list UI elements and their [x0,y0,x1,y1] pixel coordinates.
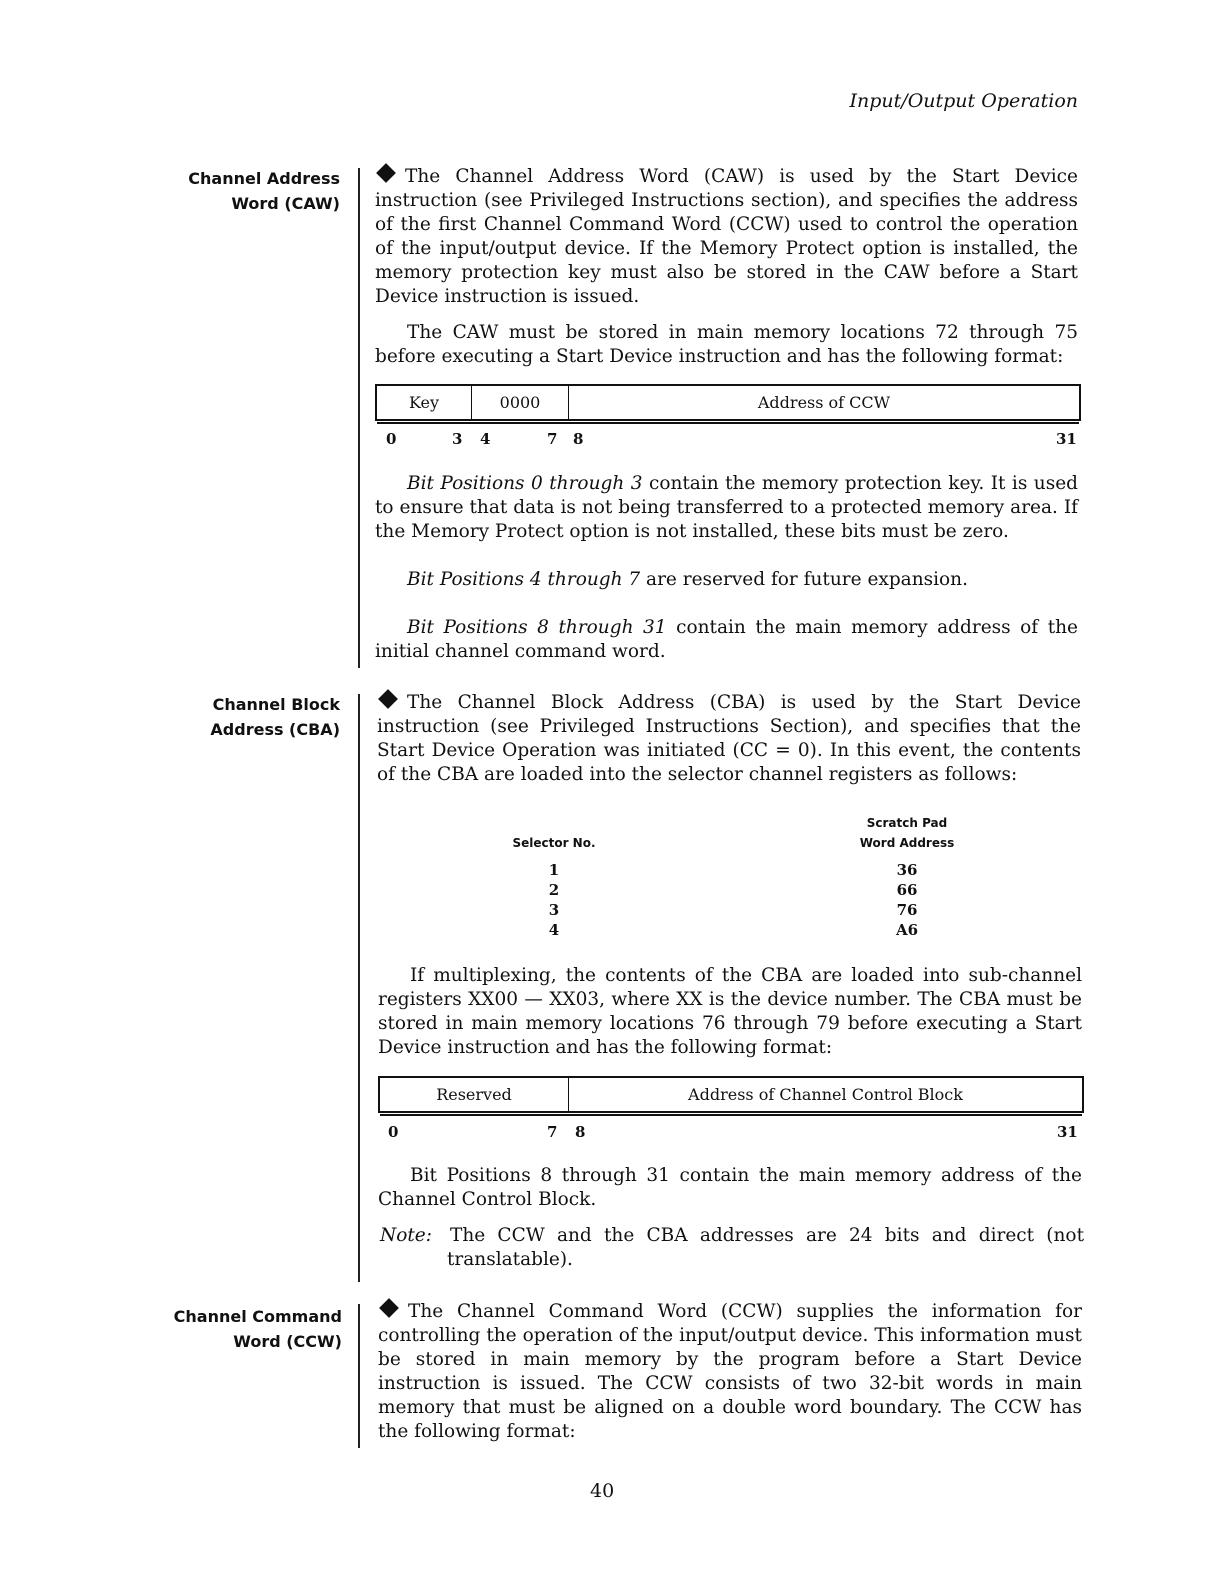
diamond-bullet-icon [379,1298,399,1318]
caw-intro-paragraph: The Channel Address Word (CAW) is used by the Start Device instruction (see Privileged Instructions section), and specifies the address of the first Channel Command Word (CCW) used to control the operation of the input/output device. If the Memory Protect option is installed, the memory protection key must also be stored in the CAW before a Start Device instruction is issued. [375,165,1078,309]
table-row: 1 [548,861,560,879]
selector-column [534,860,574,940]
side-heading-ccw-line2: Word (CCW) [233,1332,342,1351]
caw-format-diagram [375,384,1081,421]
caw-field-key: Key [377,386,472,419]
note-line-1: The CCW and the CBA addresses are 24 bits and direct (not [450,1225,1084,1246]
caw-bit-0: 0 [386,430,397,448]
table-row: 2 [548,881,560,899]
table-row: 4 [548,921,560,939]
table-row: 66 [896,881,918,899]
diamond-bullet-icon [378,689,398,709]
caw-bit-8: 8 [573,430,584,448]
side-heading-cba [210,692,340,742]
cba-multiplexing-paragraph: If multiplexing, the contents of the CBA are loaded into sub-channel registers XX00 — XX03, where XX is the device number. The CBA must be stored in main memory locations 76 through 79 before executing a Start Device instruction and has the following format: [378,965,1082,1058]
page-number: 40 [590,1480,615,1502]
side-heading-caw-line2: Word (CAW) [231,194,340,213]
margin-rule-ccw [358,1304,360,1448]
caw-bit-4: 4 [480,430,491,448]
side-heading-cba-line2: Address (CBA) [210,720,340,739]
cba-bit-0: 0 [388,1123,399,1141]
table-row: 3 [548,901,560,919]
side-heading-cba-line1: Channel Block [212,695,340,714]
side-heading-ccw [174,1304,342,1354]
table-header-selector: Selector No. [512,836,596,850]
side-heading-caw-line1: Channel Address [188,169,340,188]
cba-bit-8: 8 [575,1123,586,1141]
caw-bit-3: 3 [452,430,463,448]
caw-bit-7: 7 [547,430,558,448]
caw-bits-0-3-paragraph: Bit Positions 0 through 3 contain the memory protection key. It is used to ensure that data is not being transferred to a protected memory area. If the Memory Protect option is not installed, these bits must be zero. [375,473,1079,542]
caw-location-paragraph: The CAW must be stored in main memory locations 72 through 75 before executing a Start Device instruction and has the following format: [375,322,1078,367]
cba-note [380,1224,1084,1272]
cba-bit-31: 31 [1057,1123,1078,1141]
table-row: A6 [895,921,919,939]
side-heading-ccw-line1: Channel Command [173,1307,342,1326]
note-label: Note: [380,1225,432,1246]
side-heading-caw [188,166,340,216]
ccw-intro-paragraph: The Channel Command Word (CCW) supplies the information for controlling the operation of the input/output device. This information must be stored in main memory by the program before a Start Device instruction is issued. The CCW consists of two 32-bit words in main memory that must be aligned on a double word boundary. The CCW has the following format: [378,1300,1082,1444]
cba-intro-paragraph: The Channel Block Address (CBA) is used by the Start Device instruction (see Privileged Instructions Section), and specifies that the Start Device Operation was initiated (CC = 0). In this event, the contents of the CBA are loaded into the selector channel registers as follows: [377,691,1081,787]
caw-bits-4-7-paragraph: Bit Positions 4 through 7 are reserved for future expansion. [407,569,968,590]
cba-format-diagram [378,1076,1084,1113]
cba-bits-8-31-paragraph: Bit Positions 8 through 31 contain the main memory address of the Channel Control Block. [378,1165,1082,1210]
cba-field-address: Address of Channel Control Block [688,1085,963,1104]
address-column [887,860,927,940]
table-row: 36 [896,861,918,879]
caw-field-reserved: 0000 [472,386,569,419]
margin-rule-cba [358,694,360,1282]
table-header-scratch-pad: Scratch Pad Word Address [859,816,955,850]
caw-bits-8-31-paragraph: Bit Positions 8 through 31 contain the main memory address of the initial channel command word. [375,617,1078,662]
caw-bit-31: 31 [1056,430,1077,448]
caw-field-address: Address of CCW [757,393,891,412]
margin-rule-caw [358,168,360,668]
diamond-bullet-icon [376,163,396,183]
cba-field-reserved: Reserved [380,1078,569,1111]
running-header: Input/Output Operation [849,90,1078,112]
note-line-2: translatable). [447,1249,573,1270]
table-row: 76 [896,901,918,919]
cba-bit-7: 7 [547,1123,558,1141]
